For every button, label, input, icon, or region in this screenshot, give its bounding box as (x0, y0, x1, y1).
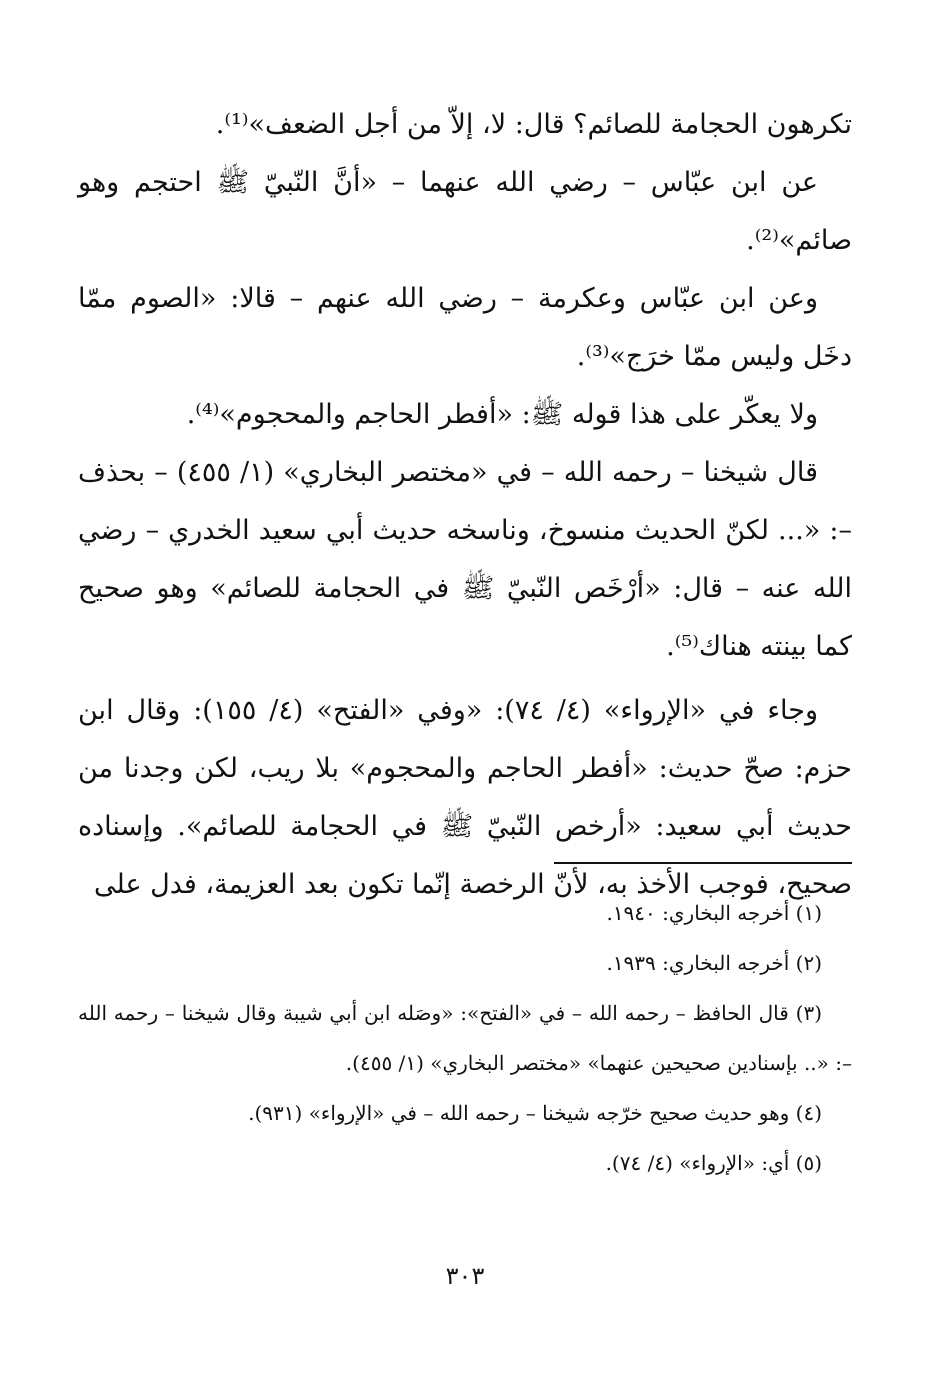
footnote-5: (٥) أي: «الإرواء» (٤/ ٧٤). (605, 1151, 822, 1175)
paragraph-1: تكرهون الحجامة للصائم؟ قال: لا، إلاّ من أجل الضعف»⁽¹⁾. (215, 109, 852, 140)
footnote-4: (٤) وهو حديث صحيح خرّجه شيخنا – رحمه الله – في «الإرواء» (٩٣١). (248, 1101, 822, 1125)
book-page (78, 96, 852, 1346)
footnote-divider (554, 862, 852, 864)
paragraph-6: وجاء في «الإرواء» (٤/ ٧٤): «وفي «الفتح» (٤/ ١٥٥): وقال ابن حزم: صحّ حديث: «أفطر الحاجم والمحجوم» بلا ريب، لكن وجدنا من حديث أبي سعيد: «أرخص النّبيّ ﷺ في الحجامة للصائم». وإسناده صحيح، فوجب الأخذ به، لأنّ الرخصة إنّما تكون بعد العزيمة، فدل على (78, 695, 852, 900)
page-number: ٣٠٣ (445, 1262, 485, 1290)
footnotes (78, 888, 852, 1188)
footnote-3: (٣) قال الحافظ – رحمه الله – في «الفتح»: «وصَله ابن أبي شيبة وقال شيخنا – رحمه الله –: «.. بإسنادين صحيحين عنهما» «مختصر البخاري» (١/ ٤٥٥). (78, 1001, 852, 1075)
footnote-2: (٢) أخرجه البخاري: ١٩٣٩. (606, 951, 822, 975)
paragraph-2: عن ابن عبّاس – رضي الله عنهما – «أنَّ النّبيّ ﷺ احتجم وهو صائم»⁽²⁾. (78, 167, 852, 256)
main-text (78, 96, 852, 914)
paragraph-4: ولا يعكّر على هذا قوله ﷺ: «أفطر الحاجم والمحجوم»⁽⁴⁾. (186, 399, 818, 430)
paragraph-3: وعن ابن عبّاس وعكرمة – رضي الله عنهم – قالا: «الصوم ممّا دخَل وليس ممّا خرَج»⁽³⁾. (78, 283, 852, 372)
footnote-1: (١) أخرجه البخاري: ١٩٤٠. (606, 901, 822, 925)
paragraph-5: قال شيخنا – رحمه الله – في «مختصر البخاري» (١/ ٤٥٥) – بحذف –: «... لكنّ الحديث منسوخ، وناسخه حديث أبي سعيد الخدري – رضي الله عنه – قال: «أرْخَص النّبيّ ﷺ في الحجامة للصائم» وهو صحيح كما بينته هناك⁽⁵⁾. (78, 457, 852, 662)
